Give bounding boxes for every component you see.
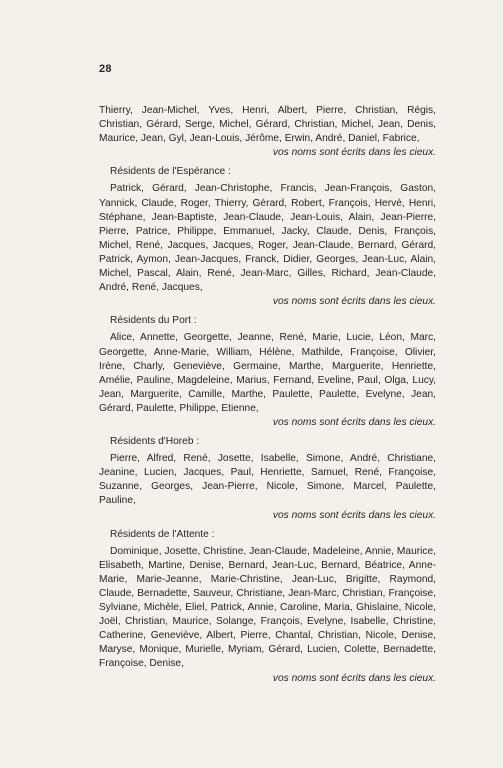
section-refrain-esperance: vos noms sont écrits dans les cieux. <box>272 296 436 308</box>
section-names-attente: Dominique, Josette, Christine, Jean-Claude, Madeleine, Annie, Maurice, Elisabeth, Martine, Denise, Bernard, Jean-Luc, Bernard, Béatrice, Anne-Marie, Marie-Jeanne, Marie-Christine, Jean-Luc, Brigitte, Raymond, Claude, Bernadette, Sauveur, Christiane, Jean-Marc, Christian, Françoise, Sylviane, Michèle, Eliel, Patrick, Annie, Caroline, Maria, Ghislaine, Nicole, Joël, Christian, Maurice, Solange, François, Evelyne, Isabelle, Christine, Catherine, Geneviève, Albert, Pierre, Chantal, Christian, Nicole, Denise, Maryse, Monique, Murielle, Myriam, Gérard, Lucien, Colette, Bernadette, Françoise, Denise, <box>99 545 436 670</box>
section-names-esperance: Patrick, Gérard, Jean-Christophe, Francis, Jean-François, Gaston, Yannick, Claude, Roger, Thierry, Gérard, Robert, François, Hervé, Henri, Stéphane, Jean-Baptiste, Jean-Claude, Jean-Louis, Alain, Jean-Pierre, Pierre, Patrice, Philippe, Emmanuel, Jacky, Claude, Denis, François, Michel, René, Jacques, Jacques, Roger, Jean-Claude, Bernard, Gérard, Patrick, Aymon, Jean-Jacques, Franck, Didier, Georges, Jean-Luc, Alain, Michel, Pascal, Alain, René, Jean-Marc, Gilles, Richard, Jean-Claude, André, René, Jacques, <box>99 183 436 294</box>
intro-names-paragraph: Thierry, Jean-Michel, Yves, Henri, Albert, Pierre, Christian, Régis, Christian, Gérard, Serge, Michel, Gérard, Christian, Michel, Jean, Denis, Maurice, Jean, Gyl, Jean-Louis, Jérôme, Erwin, André, Daniel, Fabrice, <box>99 105 436 145</box>
section-heading-port: Résidents du Port : <box>110 315 197 327</box>
section-heading-horeb: Résidents d'Horeb : <box>110 436 200 448</box>
section-names-port: Alice, Annette, Georgette, Jeanne, René, Marie, Lucie, Léon, Marc, Georgette, Anne-Marie, William, Hélène, Mathilde, Françoise, Olivier, Irène, Charly, Geneviève, Germaine, Marthe, Marguerite, Henriette, Amélie, Pauline, Magdeleine, Marius, Fernand, Eveline, Paul, Olga, Lucy, Jean, Marguerite, Camille, Marthe, Paulette, Paulette, Evelyne, Jean, Gérard, Paulette, Philippe, Etienne, <box>99 332 436 414</box>
section-refrain-horeb: vos noms sont écrits dans les cieux. <box>272 509 436 521</box>
page-number: 28 <box>99 63 112 75</box>
section-heading-attente: Résidents de l'Attente : <box>110 528 215 540</box>
section-heading-esperance: Résidents de l'Espérance : <box>110 166 231 178</box>
section-refrain-attente: vos noms sont écrits dans les cieux. <box>272 672 436 684</box>
intro-refrain: vos noms sont écrits dans les cieux. <box>272 147 436 159</box>
page-body <box>99 104 436 686</box>
section-refrain-port: vos noms sont écrits dans les cieux. <box>272 416 436 428</box>
section-names-horeb: Pierre, Alfred, René, Josette, Isabelle, Simone, André, Christiane, Jeanine, Lucien, Jacques, Paul, Henriette, Samuel, René, Françoise, Suzanne, Georges, Jean-Pierre, Nicole, Simone, Marcel, Paulette, Pauline, <box>99 453 436 507</box>
